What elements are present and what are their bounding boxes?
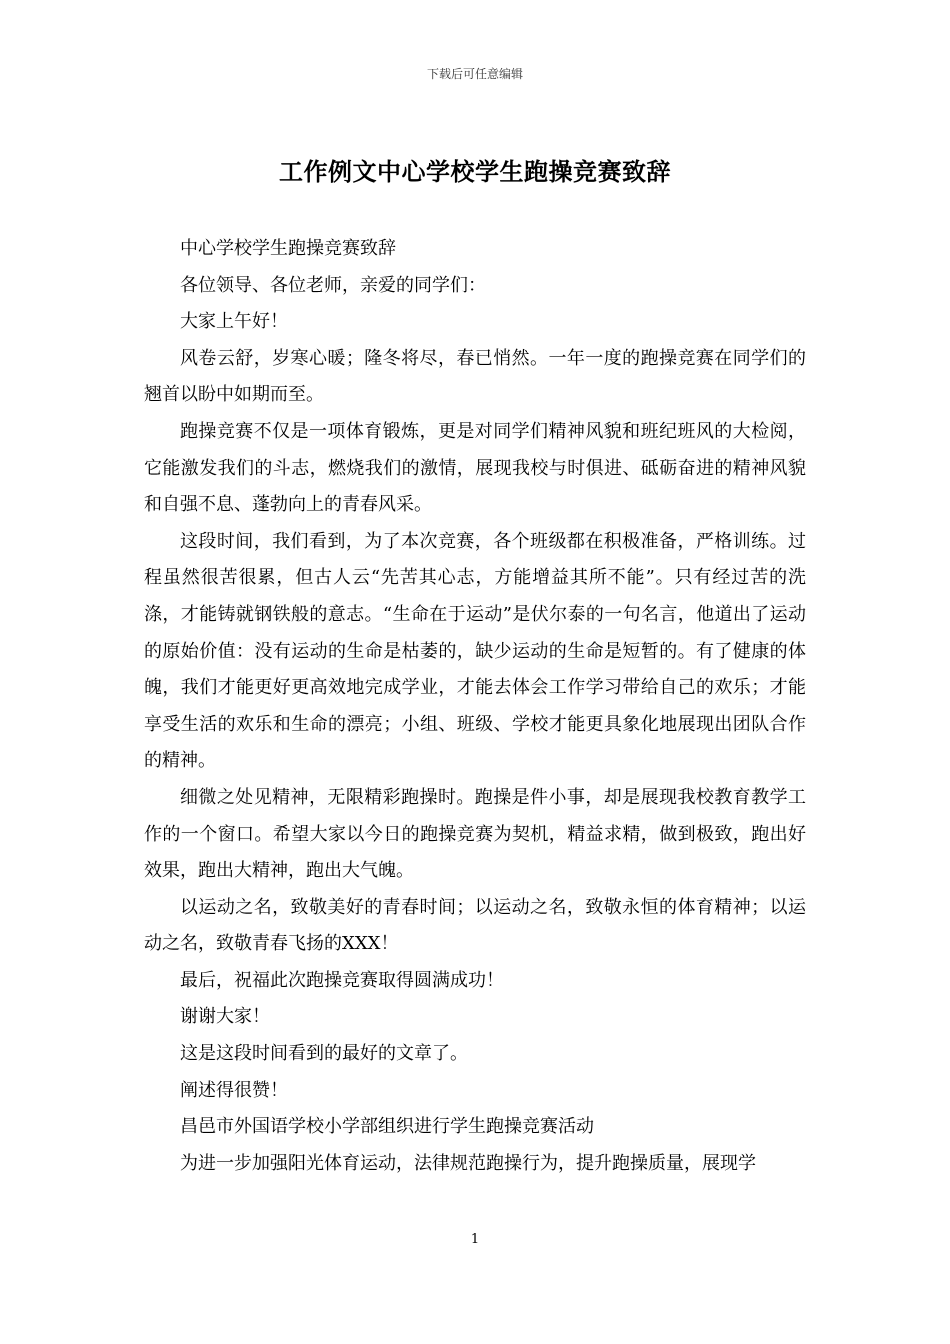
paragraph-preparation: 这段时间，我们看到，为了本次竞赛，各个班级都在积极准备，严格训练。过程虽然很苦很累，但古人云“先苦其心志，方能增益其所不能”。只有经过苦的洗涤，才能铸就钢铁般的意志。“生命在于运动”是伏尔泰的一句名言，他道出了运动的原始价值：没有运动的生命是枯萎的，缺少运动的生命是短暂的。有了健康的体魄，我们才能更好更高效地完成学业，才能去体会工作学习带给自己的欢乐；才能享受生活的欢乐和生命的漂亮；小组、班级、学校才能更具象化地展现出团队合作的精神。: [144, 530, 806, 772]
paragraph-article-heading: 昌邑市外国语学校小学部组织进行学生跑操竞赛活动: [180, 1116, 594, 1138]
paragraph-article-start: 为进一步加强阳光体育运动，法律规范跑操行为，提升跑操质量，展现学: [180, 1152, 756, 1174]
paragraph-significance: 跑操竞赛不仅是一项体育锻炼，更是对同学们精神风貌和班纪班风的大检阅，它能激发我们的斗志，燃烧我们的激情，展现我校与时俱进、砥砺奋进的精神风貌和自强不息、蓬勃向上的青春风采。: [144, 420, 806, 516]
paragraph-salutation: 各位领导、各位老师，亲爱的同学们：: [180, 274, 486, 296]
paragraph-subtitle: 中心学校学生跑操竞赛致辞: [180, 238, 396, 259]
paragraph-tribute: 以运动之名，致敬美好的青春时间；以运动之名，致敬永恒的体育精神；以运动之名，致敬青春飞扬的XXX！: [144, 896, 806, 955]
paragraph-praise: 阐述得很赞！: [180, 1079, 288, 1101]
page-number: 1: [470, 1232, 480, 1247]
document-title: 工作例文中心学校学生跑操竞赛致辞: [279, 157, 671, 186]
header-note: 下载后可任意编辑: [426, 67, 523, 81]
paragraph-opening: 风卷云舒，岁寒心暖；隆冬将尽，春已悄然。一年一度的跑操竞赛在同学们的翘首以盼中如期而至。: [144, 347, 806, 406]
paragraph-wishes: 最后，祝福此次跑操竞赛取得圆满成功！: [180, 969, 504, 991]
paragraph-comment: 这是这段时间看到的最好的文章了。: [180, 1043, 468, 1065]
paragraph-spirit: 细微之处见精神，无限精彩跑操时。跑操是件小事，却是展现我校教育教学工作的一个窗口。希望大家以今日的跑操竞赛为契机，精益求精，做到极致，跑出好效果，跑出大精神，跑出大气魄。: [144, 786, 806, 882]
document-body: [144, 231, 806, 1182]
paragraph-thanks: 谢谢大家！: [180, 1006, 270, 1028]
paragraph-greeting: 大家上午好！: [180, 311, 288, 333]
